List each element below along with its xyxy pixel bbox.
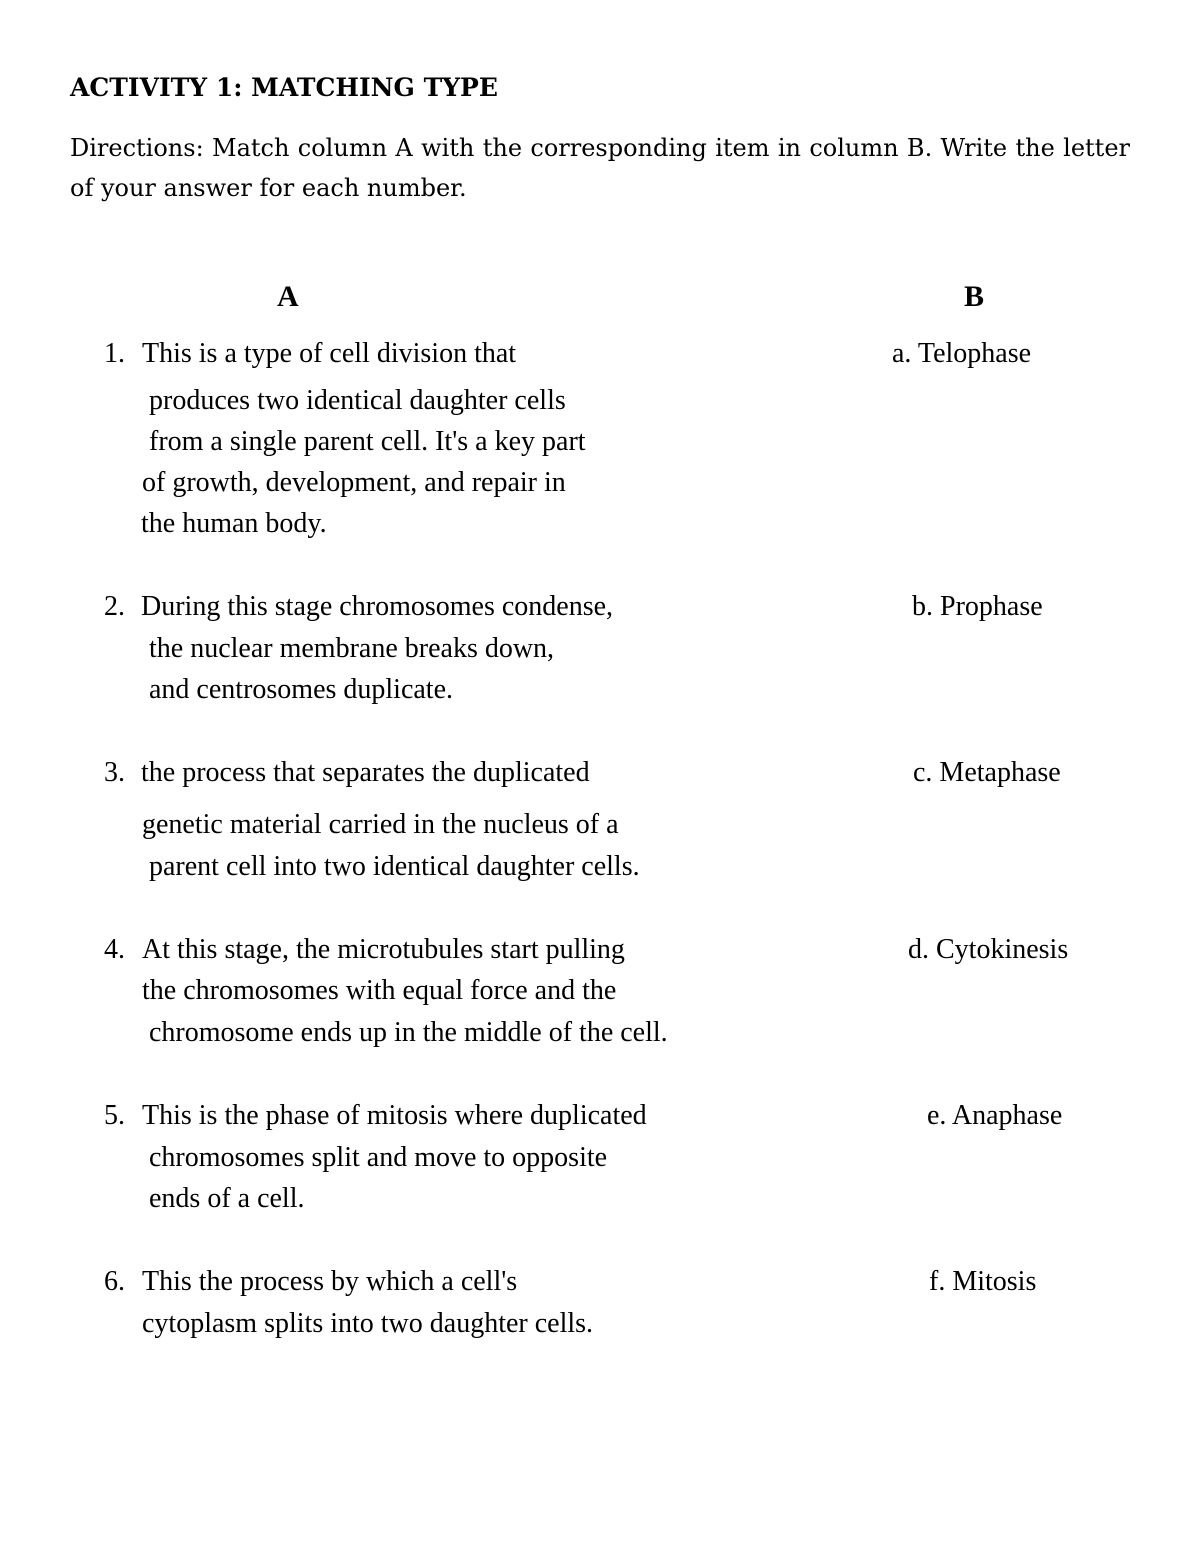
item-text-line: from a single parent cell. It's a key part	[149, 426, 586, 457]
column-b-header: B	[964, 280, 985, 313]
activity-title: ACTIVITY 1: MATCHING TYPE	[70, 73, 498, 102]
item-text-line: This is a type of cell division that	[142, 338, 517, 369]
choice-metaphase: c. Metaphase	[913, 757, 1061, 788]
choice-prophase: b. Prophase	[912, 591, 1043, 622]
item-text-line: the process that separates the duplicated	[141, 757, 590, 788]
item-text-line: This is the phase of mitosis where duplicated	[142, 1100, 647, 1131]
directions-text: Directions: Match column A with the corresponding item in column B. Write the letter of your answer for each number.	[70, 134, 1130, 202]
item-text-line: the nuclear membrane breaks down,	[149, 633, 555, 664]
item-text-line: At this stage, the microtubules start pulling	[142, 934, 625, 965]
item-number: 6.	[104, 1266, 125, 1297]
item-number: 5.	[104, 1100, 125, 1131]
item-text-line: the chromosomes with equal force and the	[142, 975, 617, 1006]
item-text-line: parent cell into two identical daughter cells.	[149, 851, 640, 882]
item-text-line: cytoplasm splits into two daughter cells.	[142, 1308, 594, 1339]
choice-cytokinesis: d. Cytokinesis	[908, 934, 1069, 965]
item-text-line: chromosomes split and move to opposite	[149, 1142, 608, 1173]
item-text-line: chromosome ends up in the middle of the cell.	[149, 1017, 668, 1048]
item-text-line: produces two identical daughter cells	[149, 385, 566, 416]
column-a-header: A	[277, 280, 299, 313]
item-number: 2.	[104, 591, 125, 622]
item-text-line: genetic material carried in the nucleus of a	[142, 809, 619, 840]
item-number: 4.	[104, 934, 125, 965]
item-text-line: This the process by which a cell's	[142, 1266, 518, 1297]
item-text-line: ends of a cell.	[149, 1183, 305, 1214]
item-number: 1.	[104, 338, 125, 369]
choice-telophase: a. Telophase	[892, 338, 1032, 369]
item-text-line: of growth, development, and repair in	[142, 467, 566, 498]
item-number: 3.	[104, 757, 125, 788]
choice-anaphase: e. Anaphase	[927, 1100, 1063, 1131]
item-text-line: During this stage chromosomes condense,	[141, 591, 614, 622]
item-text-line: and centrosomes duplicate.	[149, 674, 454, 705]
choice-mitosis: f. Mitosis	[929, 1266, 1037, 1297]
item-text-line: the human body.	[141, 508, 327, 539]
